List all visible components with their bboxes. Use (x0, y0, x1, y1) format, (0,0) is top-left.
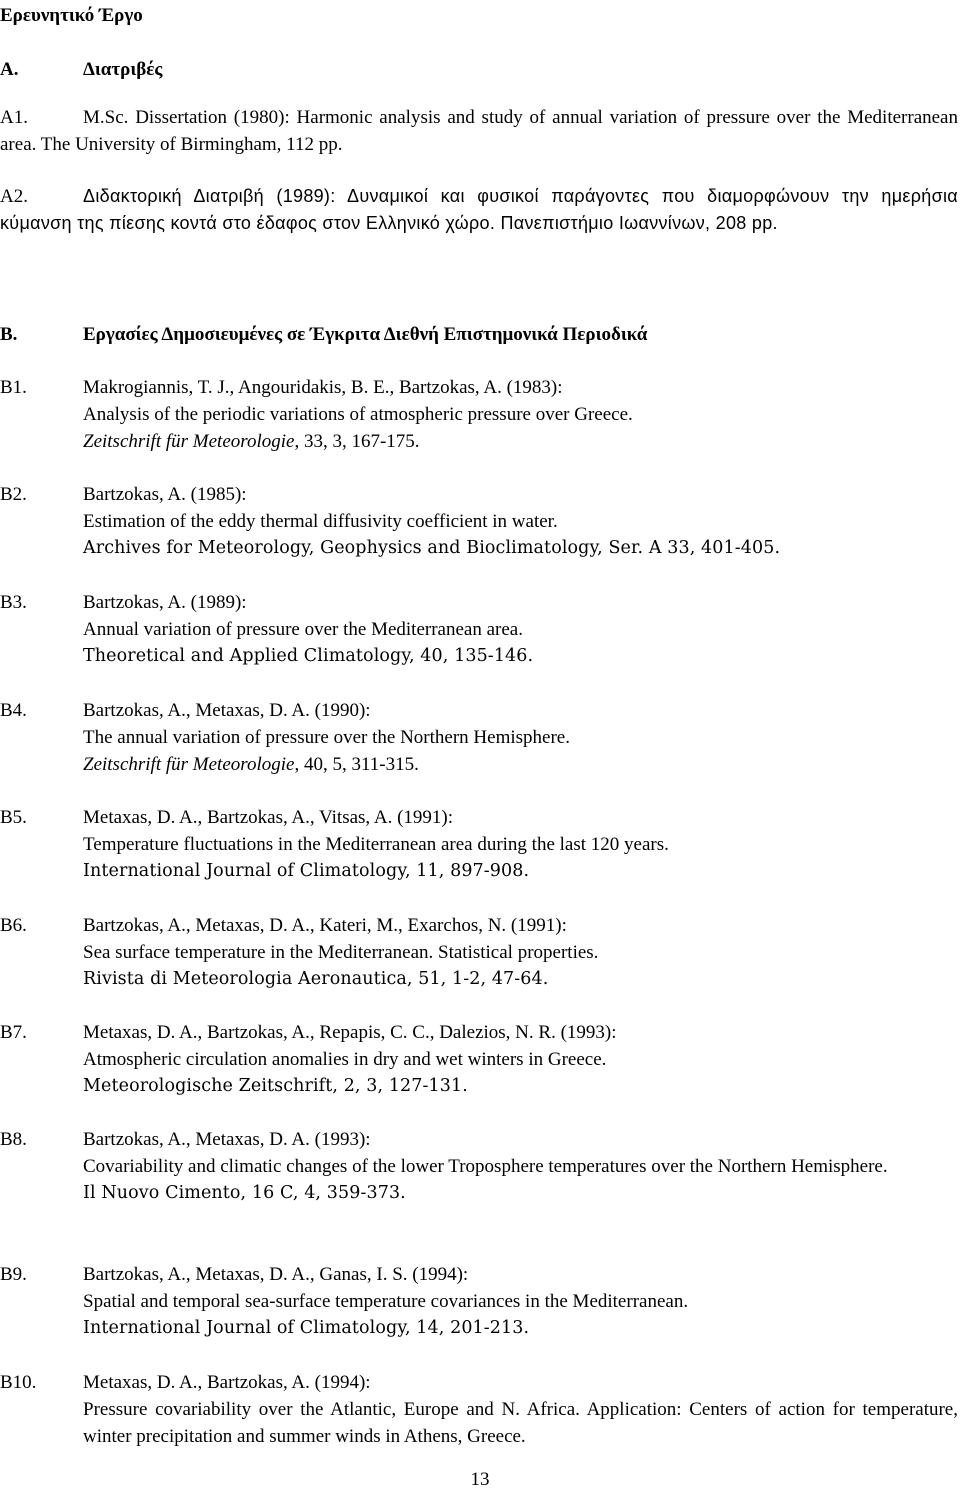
entry-journal: International Journal of Climatology, 14, 201-213. (83, 1318, 530, 1338)
entry-authors: Bartzokas, A. (1989): (83, 592, 247, 613)
entry-title: Analysis of the periodic variations of atmospheric pressure over Greece. (83, 404, 633, 425)
page-number: 13 (470, 1469, 490, 1490)
entry-authors: Metaxas, D. A., Bartzokas, A., Vitsas, A. (1991): (83, 807, 454, 828)
entry-label: B3. (0, 592, 27, 613)
entry-journal (83, 751, 958, 778)
entry-text: Διδακτορική Διατριβή (1989): Δυναμικοί και φυσικοί παράγοντες που διαμορφώνουν την ημερήσια κύμανση της πίεσης κοντά στο έδαφος στον Ελληνικό χώρο. Πανεπιστήμιο Ιωαννίνων, 208 pp. (0, 186, 958, 233)
entry-title: Spatial and temporal sea-surface temperature covariances in the Mediterranean. (83, 1291, 689, 1312)
journal-name: Zeitschrift für Meteorologie (83, 431, 295, 452)
entry-label: B6. (0, 915, 27, 936)
entry-title: Atmospheric circulation anomalies in dry and wet winters in Greece. (83, 1049, 607, 1070)
entry-authors: Bartzokas, A., Metaxas, D. A., Kateri, M., Exarchos, N. (1991): (83, 915, 567, 936)
entry-title: Annual variation of pressure over the Mediterranean area. (83, 619, 523, 640)
entry-title: Covariability and climatic changes of the lower Troposphere temperatures over the Northern Hemisphere. (83, 1156, 888, 1177)
entry-journal: Archives for Meteorology, Geophysics and Bioclimatology, Ser. A 33, 401-405. (83, 538, 781, 558)
entry-authors: Makrogiannis, T. J., Angouridakis, B. E., Bartzokas, A. (1983): (83, 377, 563, 398)
entry-authors: Metaxas, D. A., Bartzokas, A., Repapis, C. C., Dalezios, N. R. (1993): (83, 1022, 617, 1043)
entry-label: B10. (0, 1372, 37, 1393)
entry-title: Pressure covariability over the Atlantic, Europe and N. Africa. Application: Centers of action for temperature, winter precipitation and summer winds in Athens, Greece. (83, 1399, 958, 1447)
entry-authors: Bartzokas, A., Metaxas, D. A. (1990): (83, 700, 371, 721)
journal-details: , 33, 3, 167-175. (294, 431, 420, 452)
entry-journal: Meteorologische Zeitschrift, 2, 3, 127-131. (83, 1076, 468, 1096)
entry-title: Estimation of the eddy thermal diffusivity coefficient in water. (83, 511, 558, 532)
journal-name: Zeitschrift für Meteorologie (83, 754, 295, 775)
entry-journal: International Journal of Climatology, 11, 897-908. (83, 861, 530, 881)
section-b-title: Εργασίες Δημοσιευμένες σε Έγκριτα Διεθνή Επιστημονικά Περιοδικά (83, 324, 648, 345)
entry-label: B7. (0, 1022, 27, 1043)
page-title: Ερευνητικό Έργο (0, 5, 143, 26)
entry-authors: Bartzokas, A. (1985): (83, 484, 247, 505)
entry-authors: Bartzokas, A., Metaxas, D. A. (1993): (83, 1129, 371, 1150)
entry-label: B8. (0, 1129, 27, 1150)
entry-journal (83, 428, 958, 455)
entry-label: B2. (0, 484, 27, 505)
entry-label: Α2. (0, 186, 28, 207)
entry-label: B1. (0, 377, 27, 398)
entry-authors: Bartzokas, A., Metaxas, D. A., Ganas, I. S. (1994): (83, 1264, 469, 1285)
section-a-label: Α. (0, 59, 19, 80)
entry-label: B4. (0, 700, 27, 721)
entry-label: B9. (0, 1264, 27, 1285)
section-a-title: Διατριβές (83, 59, 163, 80)
entry-label: B5. (0, 807, 27, 828)
section-b-label: Β. (0, 324, 18, 345)
entry-journal: Il Nuovo Cimento, 16 C, 4, 359-373. (83, 1183, 406, 1203)
entry-title: The annual variation of pressure over the Northern Hemisphere. (83, 727, 570, 748)
entry-title: Sea surface temperature in the Mediterranean. Statistical properties. (83, 942, 599, 963)
entry-journal: Theoretical and Applied Climatology, 40, 135-146. (83, 646, 534, 666)
entry-text: M.Sc. Dissertation (1980): Harmonic analysis and study of annual variation of pressure over the Mediterranean area. The University of Birmingham, 112 pp. (0, 107, 958, 155)
entry-title: Temperature fluctuations in the Mediterranean area during the last 120 years. (83, 834, 669, 855)
entry-journal: Rivista di Meteorologia Aeronautica, 51, 1-2, 47-64. (83, 969, 549, 989)
entry-authors: Metaxas, D. A., Bartzokas, A. (1994): (83, 1372, 371, 1393)
journal-details: , 40, 5, 311-315. (294, 754, 419, 775)
entry-label: Α1. (0, 107, 28, 128)
